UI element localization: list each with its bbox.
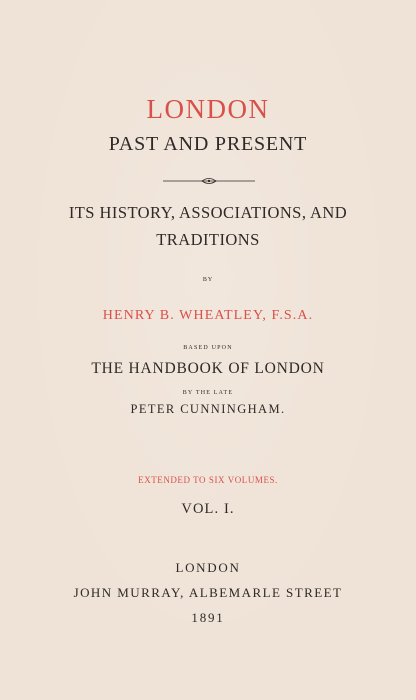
decorative-rule-icon: [163, 174, 255, 186]
book-title: LONDON: [146, 94, 270, 124]
edition-note: EXTENDED TO SIX VOLUMES.: [138, 475, 278, 485]
volume-label: VOL. I.: [181, 501, 235, 517]
history-line-2: TRADITIONS: [156, 230, 260, 249]
history-line-1: ITS HISTORY, ASSOCIATIONS, AND: [68, 203, 348, 222]
late-author-name: PETER CUNNINGHAM.: [130, 402, 286, 416]
publication-year: 1891: [191, 610, 225, 625]
by-the-late-label: BY THE LATE: [182, 390, 234, 396]
imprint-city: LONDON: [175, 560, 241, 575]
handbook-title: THE HANDBOOK OF LONDON: [91, 360, 325, 377]
publisher-name: JOHN MURRAY, ALBEMARLE STREET: [73, 585, 343, 600]
based-upon-label: BASED UPON: [183, 345, 233, 351]
book-subtitle: PAST AND PRESENT: [108, 133, 308, 155]
author-name: HENRY B. WHEATLEY, F.S.A.: [102, 308, 314, 323]
by-label: BY: [202, 277, 214, 283]
